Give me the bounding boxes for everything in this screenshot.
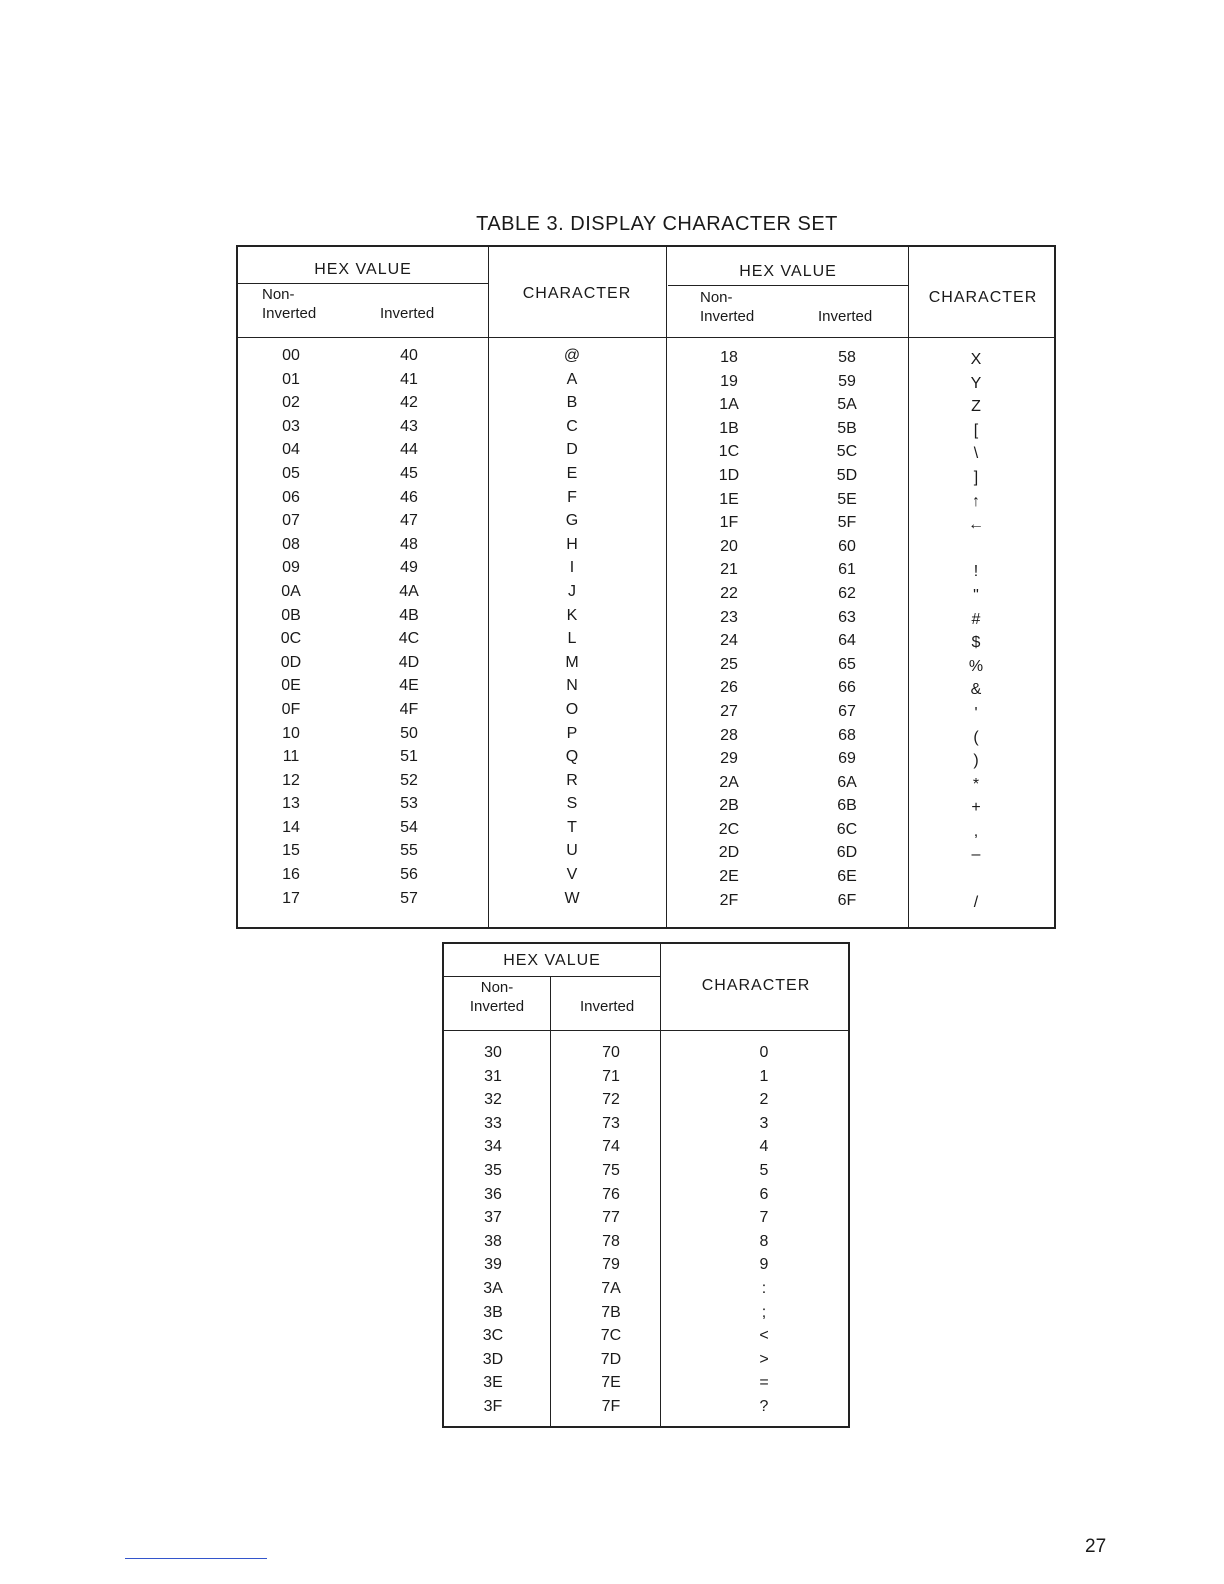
table-cell: 3C [482,1327,504,1345]
table-cell: 73 [602,1114,620,1132]
table-cell: 78 [602,1232,620,1250]
table-cell: 6D [836,844,858,862]
table-cell: 14 [282,818,300,836]
table-cell: $ [971,634,981,652]
table-cell: K [566,606,578,624]
table-cell: 58 [838,349,856,366]
table-cell: 5F [837,514,857,532]
table-cell: 13 [282,795,300,813]
table-cell: R [566,771,578,789]
table-cell: 2C [718,820,740,838]
inverted-header: Inverted [380,305,435,322]
inverted-header: Inverted [818,308,873,325]
table-cell: G [565,512,579,530]
table-cell: 07 [282,512,300,530]
character-header: CHARACTER [701,977,811,994]
table-cell: 50 [400,724,418,742]
table-cell: % [968,657,984,675]
table-cell: 4F [399,700,419,718]
table-cell: 09 [282,559,300,577]
table-cell: 40 [400,347,418,364]
footer-rule [125,1558,267,1559]
table-cell: " [973,586,979,604]
table-cell: 52 [400,771,418,789]
table-cell: 05 [282,464,300,482]
table-cell: 5C [836,443,858,461]
table-cell: 6F [837,891,857,909]
table-cell: 00 [282,347,300,364]
table-cell: 59 [838,372,856,390]
table-cell: D [566,441,578,459]
table-cell: & [970,681,982,699]
column-non-inverted [706,346,752,912]
table-cell: 77 [602,1209,620,1227]
hex-value-header: HEX VALUE [739,263,837,280]
table-cell: 38 [484,1232,502,1250]
table-cell: ' [974,704,978,722]
table-cell: 3B [483,1303,503,1321]
column-inverted [386,344,432,910]
table-cell: 4B [399,606,419,624]
table-cell: 6C [836,820,858,838]
table-cell: 25 [720,655,738,673]
table-cell: = [759,1374,769,1392]
table-cell: 61 [838,561,856,579]
character-table-top [236,245,1056,929]
table-cell: I [569,559,575,577]
table-cell: \ [973,445,979,463]
table-cell: [ [973,421,979,439]
table-cell: 5D [836,466,858,484]
table-cell: 18 [720,349,738,366]
table-cell: 51 [400,748,418,766]
table-cell: 3A [483,1279,503,1297]
table-cell: 12 [282,771,300,789]
table-cell: 64 [838,632,856,650]
table-cell: 3D [482,1350,504,1368]
table-cell: 6B [837,797,857,815]
table-cell: 1A [719,396,739,414]
table-cell: 1F [719,514,739,532]
table-cell: > [759,1350,769,1368]
table-cell: ] [973,468,979,486]
table-cell: 4D [398,653,420,671]
table-cell: 32 [484,1091,502,1109]
table-cell: # [971,610,981,628]
table-cell: 7A [601,1279,621,1297]
table-cell: 65 [838,655,856,673]
table-cell: ) [973,752,979,770]
table-cell: 55 [400,842,418,860]
hex-value-header: HEX VALUE [314,261,412,278]
table-cell: ← [968,516,984,534]
table-cell: + [971,799,981,817]
table-cell: 7B [601,1303,621,1321]
table-cell: 02 [282,394,300,412]
table-cell: 11 [282,748,300,766]
column-inverted [588,1041,634,1419]
page-number: 27 [1085,1536,1107,1557]
table-cell: 20 [720,537,738,555]
character-header: CHARACTER [928,289,1038,306]
table-cell: 23 [720,608,738,626]
table-cell: 37 [484,1209,502,1227]
table-cell: 4C [398,630,420,648]
table-cell: 47 [400,512,418,530]
table-cell: 7D [600,1350,622,1368]
character-header: CHARACTER [522,285,632,302]
table-cell: 30 [484,1044,502,1061]
table-cell: 10 [282,724,300,742]
table-cell: 17 [282,889,300,907]
table-cell: 60 [838,537,856,555]
table-cell: 5 [759,1161,769,1179]
table-cell: 5E [837,490,857,508]
table-cell: 63 [838,608,856,626]
table-cell: ? [759,1397,769,1415]
table-cell: 57 [400,889,418,907]
table-cell: 56 [400,866,418,884]
table-cell: H [566,535,578,553]
table-cell: Q [565,748,579,766]
table-cell: ; [761,1303,767,1321]
table-cell: 7 [759,1209,769,1227]
table-cell: 4 [759,1138,769,1156]
column-non-inverted [470,1041,516,1419]
table-cell: 9 [759,1256,769,1274]
table-cell: 31 [484,1067,502,1085]
column-character [954,348,998,914]
table-cell: 79 [602,1256,620,1274]
table-cell: 4A [399,582,419,600]
table-cell: 24 [720,632,738,650]
table-cell: B [566,394,578,412]
table-cell: 2B [719,797,739,815]
table-cell: 49 [400,559,418,577]
table-cell: 66 [838,679,856,697]
table-cell: 29 [720,750,738,768]
table-cell: 8 [759,1232,769,1250]
table-cell: 67 [838,702,856,720]
table-cell: 7C [600,1327,622,1345]
non-inverted-header: Non- Inverted [700,289,755,325]
table-cell: 2A [719,773,739,791]
table-cell: 36 [484,1185,502,1203]
table-cell: 7E [601,1374,621,1392]
table-cell: T [567,818,577,836]
table-cell: 62 [838,584,856,602]
table-cell: 0 [759,1044,769,1061]
table-cell: 04 [282,441,300,459]
table-cell: 6 [759,1185,769,1203]
non-inverted-header: Non- Inverted [262,286,317,322]
non-inverted-header: Non- Inverted [469,979,525,1015]
table-cell: * [972,775,980,793]
table-cell: 46 [400,488,418,506]
table-cell: 43 [400,417,418,435]
table-cell: 5A [837,396,857,414]
table-cell: 72 [602,1091,620,1109]
table-cell: 74 [602,1138,620,1156]
table-cell: 1C [718,443,740,461]
table-cell: 0D [280,653,302,671]
inverted-header: Inverted [580,998,635,1015]
table-cell: A [566,370,578,388]
table-cell: 70 [602,1044,620,1061]
table-cell: 3F [483,1397,503,1415]
table-cell: 53 [400,795,418,813]
table-cell: 42 [400,394,418,412]
table-cell: 48 [400,535,418,553]
table-cell: 0C [280,630,302,648]
table-cell: 0B [281,606,301,624]
table-cell: 7F [601,1397,621,1415]
table-cell: 3E [483,1374,503,1392]
table-cell: 08 [282,535,300,553]
table-cell: U [566,842,578,860]
table-cell: 2F [719,891,739,909]
table-cell: 26 [720,679,738,697]
table-cell: ( [973,728,979,746]
column-character [742,1041,786,1419]
column-character [550,344,594,910]
table-cell: 27 [720,702,738,720]
table-cell: 1 [759,1067,769,1085]
table-cell: 16 [282,866,300,884]
column-non-inverted [268,344,314,910]
table-cell: 19 [720,372,738,390]
table-cell: : [761,1279,767,1297]
table-cell: 0E [281,677,301,695]
table-cell: 4E [399,677,419,695]
table-cell: L [567,630,577,648]
hex-value-header: HEX VALUE [503,952,601,969]
table-cell: 33 [484,1114,502,1132]
table-cell: 0A [281,582,301,600]
table-cell: 1D [718,466,740,484]
table-cell [954,867,998,891]
table-cell: Y [970,374,982,392]
table-cell: ↑ [972,492,980,510]
table-cell: 45 [400,464,418,482]
table-cell: M [565,653,579,671]
table-cell: 68 [838,726,856,744]
table-cell: 39 [484,1256,502,1274]
table-cell: 5B [837,419,857,437]
table-cell: 0F [281,700,301,718]
table-cell: Z [971,398,981,416]
table-cell: 22 [720,584,738,602]
table-cell: 44 [400,441,418,459]
table-cell: 71 [602,1067,620,1085]
table-cell: 6E [837,868,857,886]
character-table-bottom [442,942,850,1428]
table-cell: E [566,464,578,482]
table-cell [954,537,998,561]
table-cell: J [568,582,576,600]
table-cell: 41 [400,370,418,388]
table-cell: @ [563,347,581,364]
table-cell: 2D [718,844,740,862]
table-cell: < [759,1327,769,1345]
table-cell: 15 [282,842,300,860]
table-cell: 06 [282,488,300,506]
table-cell: 21 [720,561,738,579]
table-cell: 35 [484,1161,502,1179]
table-cell: 75 [602,1161,620,1179]
column-inverted [824,346,870,912]
table-cell: S [566,795,578,813]
table-cell: O [565,700,579,718]
table-cell: 2E [719,868,739,886]
table-cell: 01 [282,370,300,388]
table-cell: 1E [719,490,739,508]
table-cell: 1B [719,419,739,437]
table-cell: 6A [837,773,857,791]
table-cell: 76 [602,1185,620,1203]
table-cell: ! [973,563,979,581]
table-cell: 3 [759,1114,769,1132]
table-cell: X [970,351,982,368]
table-cell: W [564,889,580,907]
table-cell: C [566,417,578,435]
table-cell: 2 [759,1091,769,1109]
table-cell: N [566,677,578,695]
table-cell: 28 [720,726,738,744]
table-cell: / [973,893,979,911]
table-cell: P [566,724,578,742]
table-cell: 03 [282,417,300,435]
table-cell: F [567,488,577,506]
table-cell: , [973,822,979,840]
table-cell: V [566,866,578,884]
table-cell: 54 [400,818,418,836]
table-cell: 34 [484,1138,502,1156]
table-title: TABLE 3. DISPLAY CHARACTER SET [476,213,838,235]
table-cell: 69 [838,750,856,768]
table-cell: – [971,846,981,864]
